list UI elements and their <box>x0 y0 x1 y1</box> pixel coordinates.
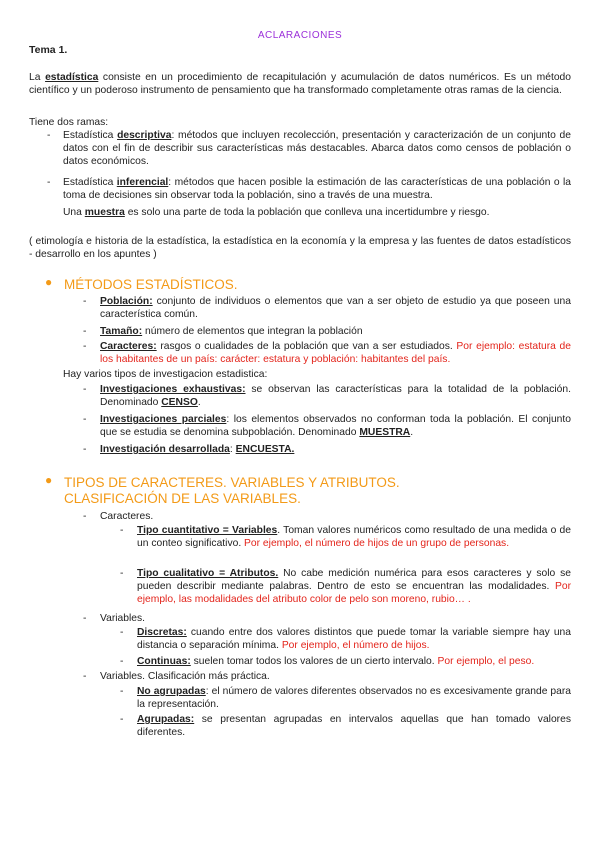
item-no-agrupadas: No agrupadas: el número de valores diferentes observados no es excesivamente grande para la representación. <box>137 686 571 711</box>
topic-heading: Tema 1. <box>29 44 68 56</box>
dash-bullet: - <box>120 686 124 697</box>
item-investigacion-desarrollada: Investigación desarrollada: ENCUESTA. <box>100 444 295 455</box>
dash-bullet: - <box>120 568 124 579</box>
item-discretas: Discretas: cuando entre dos valores distintos que puede tomar la variable siempre hay una distancia o separación mínima. Por ejemplo, el número de hijos. <box>137 627 571 652</box>
dash-bullet: - <box>83 384 87 395</box>
dash-bullet: - <box>120 627 124 638</box>
keyword-estadistica: estadística <box>45 72 99 83</box>
item-agrupadas: Agrupadas: se presentan agrupadas en intervalos aquellas que han tomado valores diferentes. <box>137 714 571 739</box>
dash-bullet: - <box>83 296 87 307</box>
item-caracteres: Caracteres: rasgos o cualidades de la población que van a ser estudiados. Por ejemplo: estatura de los habitantes de un país: carácter: estatura y población: habitantes del país. <box>100 341 571 366</box>
apuntes-note: ( etimología e historia de la estadística, la estadística en la economía y la empresa y las fuentes de datos estadísticos - desarrollo en los apuntes ) <box>29 236 571 261</box>
dash-bullet: - <box>83 341 87 352</box>
muestra-definition: Una muestra es solo una parte de toda la población que conlleva una incertidumbre y riesgo. <box>63 207 490 218</box>
item-tipo-cuantitativo: Tipo cuantitativo = Variables. Toman valores numéricos como resultado de una medida o de un conteo significativo. Por ejemplo, el número de hijos de un grupo de personas. <box>137 525 571 550</box>
clasificacion-label: Variables. Clasificación más práctica. <box>100 671 270 682</box>
dash-bullet: - <box>47 177 51 188</box>
dash-bullet: - <box>120 525 124 536</box>
intro-paragraph: La estadística consiste en un procedimiento de recapitulación y acumulación de datos numéricos. Es un método científico y un poderoso instrumento de pensamiento que ha transformado completamente otras ramas de la ciencia. <box>29 72 571 97</box>
page-title: ACLARACIONES <box>257 30 343 41</box>
item-investigaciones-parciales: Investigaciones parciales: los elementos observados no conforman toda la población. El conjunto que se estudia se denomina subpoblación. Denominado MUESTRA. <box>100 414 571 439</box>
variables-label: Variables. <box>100 613 146 624</box>
section-heading-clasificacion: CLASIFICACIÓN DE LAS VARIABLES. <box>64 491 301 506</box>
item-tamano: Tamaño: número de elementos que integran la población <box>100 326 363 337</box>
dash-bullet: - <box>83 414 87 425</box>
item-poblacion: Población: conjunto de individuos o elementos que van a ser objeto de estudio ya que poseen una característica común. <box>100 296 571 321</box>
dash-bullet: - <box>83 511 87 522</box>
rama-inferencial: Estadística inferencial: métodos que hacen posible la estimación de las características de una población o la toma de decisiones sin observar toda la población, sino a través de una muestra. <box>63 177 571 202</box>
dash-bullet: - <box>120 714 124 725</box>
tipos-investigacion-intro: Hay varios tipos de investigacion estadistica: <box>63 369 268 380</box>
bullet-dot-icon: ● <box>45 473 53 487</box>
dash-bullet: - <box>83 444 87 455</box>
section-heading-tipos: TIPOS DE CARACTERES. VARIABLES Y ATRIBUTOS. <box>64 475 400 490</box>
section-heading-metodos: MÉTODOS ESTADÍSTICOS. <box>64 277 238 292</box>
item-investigaciones-exhaustivas: Investigaciones exhaustivas: se observan las características para la totalidad de la población. Denominado CENSO. <box>100 384 571 409</box>
rama-descriptiva: Estadística descriptiva: métodos que incluyen recolección, presentación y caracterización de un conjunto de datos con el fin de describir sus características más destacables. Abarca datos como censos de población o datos económicos. <box>63 130 571 168</box>
dash-bullet: - <box>120 656 124 667</box>
dash-bullet: - <box>83 326 87 337</box>
item-continuas: Continuas: suelen tomar todos los valores de un cierto intervalo. Por ejemplo, el peso. <box>137 656 535 667</box>
dash-bullet: - <box>83 613 87 624</box>
caracteres-label: Caracteres. <box>100 511 154 522</box>
bullet-dot-icon: ● <box>45 275 53 289</box>
ramas-intro: Tiene dos ramas: <box>29 117 109 128</box>
dash-bullet: - <box>47 130 51 141</box>
item-tipo-cualitativo: Tipo cualitativo = Atributos. No cabe medición numérica para esos caracteres y solo se pueden describir mediante palabras. Dentro de esto se encuentran las modalidades. Por ejemplo, las modalidades del atributo color de pelo son moreno, rubio… . <box>137 568 571 606</box>
dash-bullet: - <box>83 671 87 682</box>
